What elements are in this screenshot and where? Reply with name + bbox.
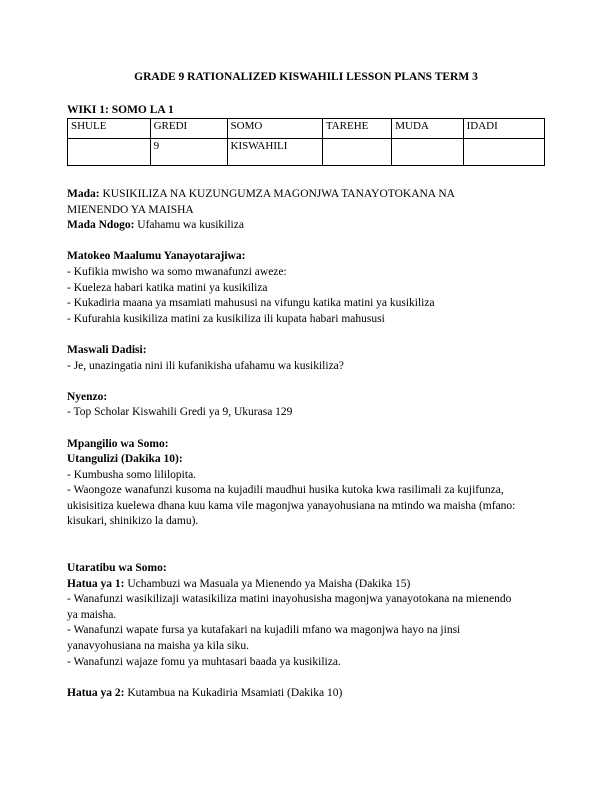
lesson-info-table	[67, 118, 545, 166]
hatua-1-line	[67, 577, 547, 593]
list-item: - Wanafunzi wapate fursa ya kutafakari na kujadili mfano wa magonjwa hayo na jinsi	[67, 624, 461, 637]
table-header-cell: SHULE	[68, 119, 151, 139]
table-header-cell: IDADI	[463, 119, 544, 139]
table-header-cell: GREDI	[150, 119, 227, 139]
list-item: - Kumbusha somo lililopita.	[67, 468, 197, 481]
mpangilio-heading: Mpangilio wa Somo:	[67, 437, 169, 450]
table-header-cell: TAREHE	[322, 119, 391, 139]
table-row	[68, 139, 545, 166]
list-item: - Top Scholar Kiswahili Gredi ya 9, Ukurasa 129	[67, 406, 293, 419]
lesson-content	[67, 187, 547, 701]
mada-value: KUSIKILIZA NA KUZUNGUMZA MAGONJWA TANAYOTOKANA NA	[99, 188, 455, 200]
hatua-2-title: Kutambua na Kukadiria Msamiati (Dakika 10)	[124, 686, 343, 699]
hatua-1-title: Uchambuzi wa Masuala ya Mienendo ya Maisha (Dakika 15)	[124, 577, 411, 590]
table-header-cell: MUDA	[392, 119, 463, 139]
hatua-2-line	[67, 686, 547, 702]
list-item-continued: yanavyohusiana na maisha ya kila siku.	[67, 640, 250, 653]
table-cell-idadi	[463, 139, 544, 166]
table-header-row	[68, 119, 545, 139]
list-item-continued: ya maisha.	[67, 608, 117, 621]
week-heading: WIKI 1: SOMO LA 1	[67, 104, 174, 116]
table-header-cell: SOMO	[227, 119, 322, 139]
nyenzo-heading: Nyenzo:	[67, 390, 108, 403]
list-item: - Kufurahia kusikiliza matini za kusikiliza ili kupata habari mahususi	[67, 312, 385, 325]
list-item-continued: ukisisitiza kuelewa dhana kuu kama vile magonjwa yanayohusiana na mtindo wa maisha (mfano:	[67, 499, 516, 512]
table-cell-shule	[68, 139, 151, 166]
table-cell-gredi: 9	[150, 139, 227, 166]
hatua-2-label: Hatua ya 2:	[67, 686, 125, 699]
table-cell-somo: KISWAHILI	[227, 139, 322, 166]
table-cell-muda	[392, 139, 463, 166]
document-title: GRADE 9 RATIONALIZED KISWAHILI LESSON PLANS TERM 3	[134, 71, 478, 83]
mada-line-continued: MIENENDO YA MAISHA	[67, 203, 194, 216]
utangulizi-heading: Utangulizi (Dakika 10):	[67, 453, 183, 466]
list-item: - Wanafunzi wajaze fomu ya muhtasari baada ya kusikiliza.	[67, 655, 341, 668]
list-item: - Kufikia mwisho wa somo mwanafunzi aweze:	[67, 265, 287, 278]
hatua-1-label: Hatua ya 1:	[67, 577, 125, 590]
list-item: - Kukadiria maana ya msamiati mahususi na vifungu katika matini ya kusikiliza	[67, 297, 435, 310]
mada-label: Mada:	[67, 188, 100, 200]
list-item: - Waongoze wanafunzi kusoma na kujadili maudhui husika kutoka kwa rasilimali za kujifunza,	[67, 484, 504, 497]
list-item: - Wanafunzi wasikilizaji watasikiliza matini inayohusisha magonjwa yanayotokana na mienendo	[67, 593, 512, 606]
mada-ndogo-label: Mada Ndogo:	[67, 219, 135, 232]
list-item: - Kueleza habari katika matini ya kusikiliza	[67, 281, 268, 294]
list-item: - Je, unazingatia nini ili kufanikisha ufahamu wa kusikiliza?	[67, 359, 344, 372]
matokeo-heading: Matokeo Maalumu Yanayotarajiwa:	[67, 250, 246, 263]
utaratibu-heading: Utaratibu wa Somo:	[67, 562, 167, 575]
mada-ndogo-line	[67, 218, 547, 234]
list-item-continued: kisukari, shinikizo la damu).	[67, 515, 199, 528]
table-cell-tarehe	[322, 139, 391, 166]
mada-line	[67, 187, 547, 203]
maswali-heading: Maswali Dadisi:	[67, 343, 147, 356]
mada-ndogo-value: Ufahamu wa kusikiliza	[134, 219, 244, 232]
